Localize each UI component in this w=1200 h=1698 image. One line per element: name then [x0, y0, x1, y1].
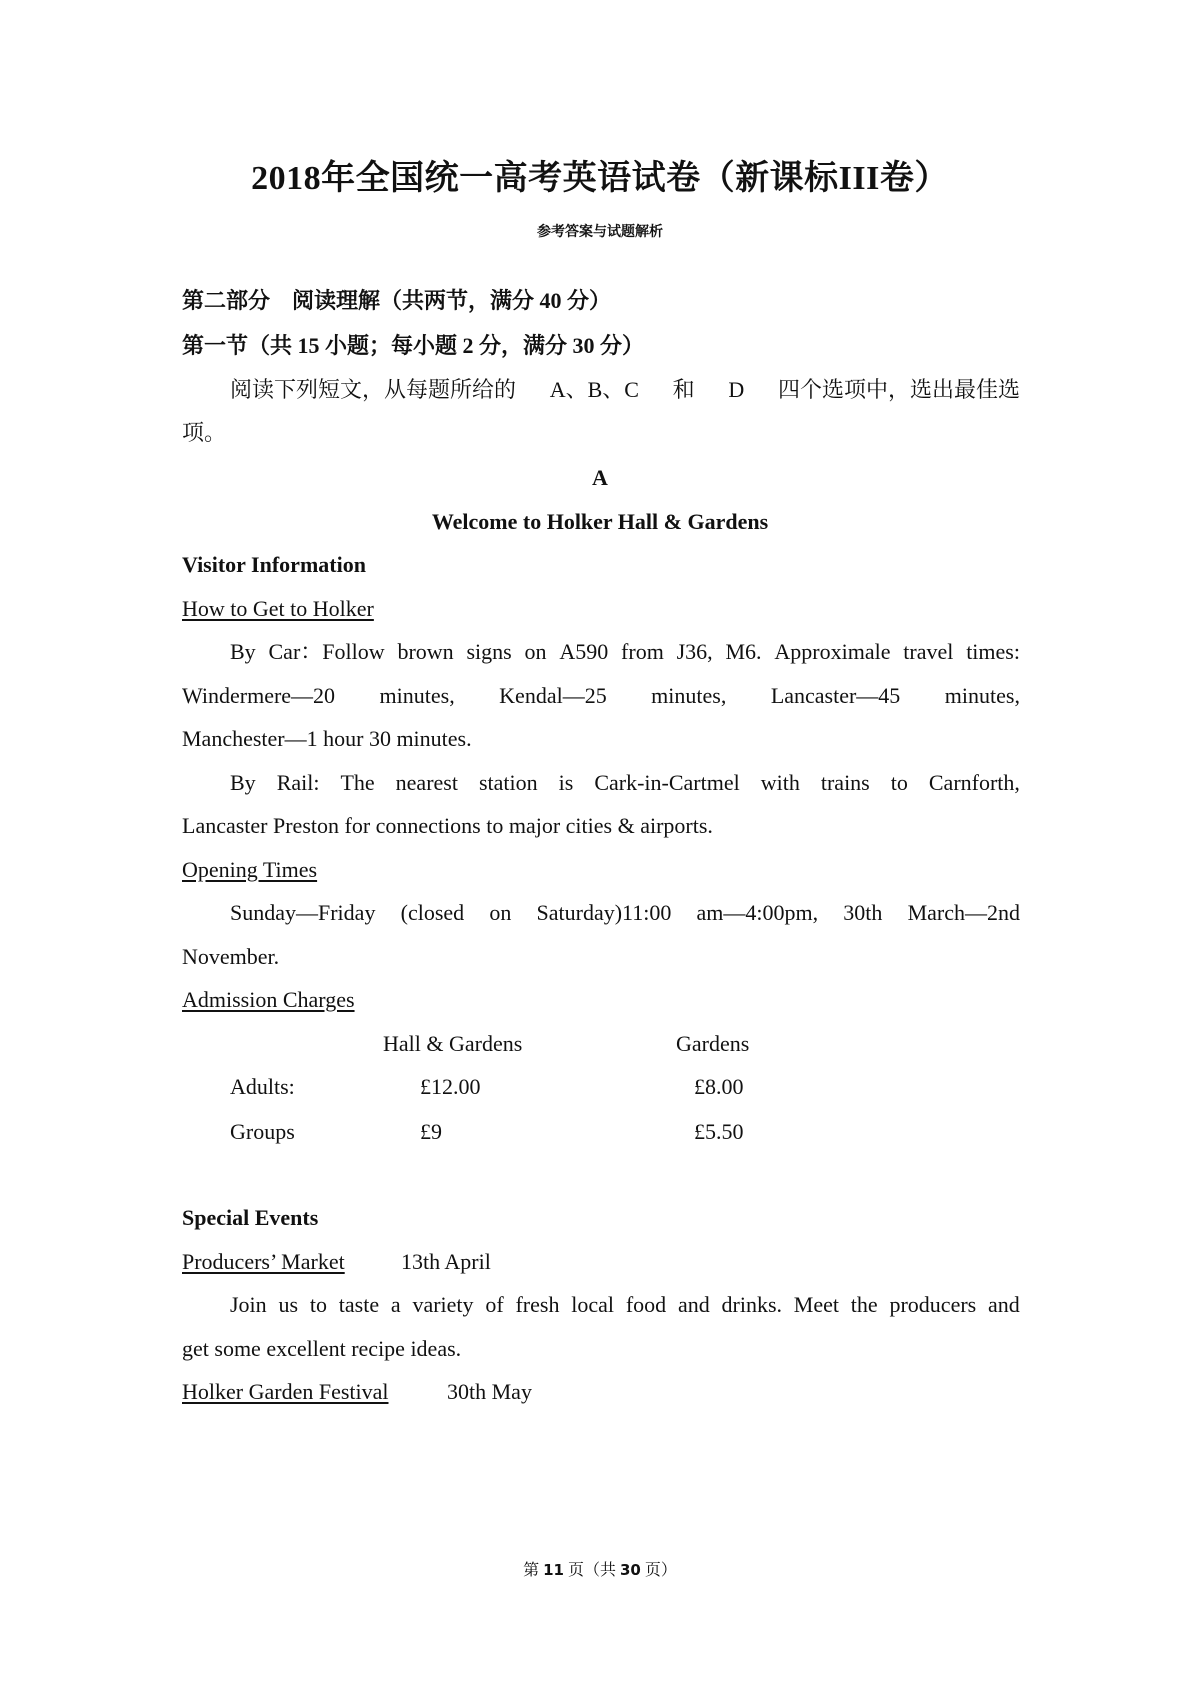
visitor-info-heading: Visitor Information	[182, 552, 366, 577]
word: Lancaster—45	[770, 683, 901, 708]
word: a	[390, 1292, 401, 1317]
word: minutes,	[944, 683, 1020, 708]
table-cell-gardens: £8.00	[694, 1074, 744, 1099]
word: A、B、C	[549, 377, 639, 402]
word: us	[278, 1292, 299, 1317]
event-name: Holker Garden Festival	[182, 1379, 389, 1404]
word: Saturday)11:00	[536, 900, 672, 925]
table-row-label: Adults:	[230, 1074, 295, 1099]
table-cell-hall: £12.00	[420, 1074, 481, 1099]
word: local	[571, 1292, 615, 1317]
word: Windermere—20	[182, 683, 336, 708]
word: minutes,	[651, 683, 727, 708]
opening-times-end: November.	[182, 944, 280, 969]
how-to-get-heading: How to Get to Holker	[182, 596, 374, 621]
word: Join	[230, 1292, 267, 1317]
footer-page-number: 11	[543, 1561, 564, 1579]
word: Cark-in-Cartmel	[594, 770, 740, 795]
table-header-gardens: Gardens	[676, 1031, 750, 1056]
instruction-line	[230, 375, 1020, 405]
word: Car：Follow	[268, 639, 385, 664]
word: 阅读下列短文，从每题所给的	[230, 377, 517, 402]
passage-letter: A	[592, 465, 608, 490]
page-title: 2018年全国统一高考英语试卷（新课标III卷）	[251, 160, 949, 197]
word: of	[485, 1292, 504, 1317]
special-events-heading: Special Events	[182, 1205, 319, 1230]
page-footer	[0, 1557, 1200, 1580]
word: (closed	[400, 900, 465, 925]
by-rail-end: Lancaster Preston for connections to major cities & airports.	[182, 813, 713, 838]
footer-middle: 页（共	[567, 1562, 616, 1579]
word: from	[621, 639, 664, 664]
footer-prefix: 第	[523, 1562, 540, 1579]
word: on	[489, 900, 512, 925]
opening-times-heading: Opening Times	[182, 857, 318, 882]
footer-suffix: 页）	[644, 1562, 677, 1579]
word: travel	[903, 639, 954, 664]
word: Kendal—25	[499, 683, 607, 708]
event-date: 30th May	[447, 1379, 532, 1404]
word: minutes,	[379, 683, 455, 708]
table-row-label: Groups	[230, 1119, 295, 1144]
table-header-hall: Hall & Gardens	[383, 1031, 523, 1056]
event-name: Producers’ Market	[182, 1249, 345, 1274]
word: drinks.	[721, 1292, 782, 1317]
table-cell-hall: £9	[420, 1119, 442, 1144]
word: Rail:	[276, 770, 320, 795]
word: 和	[672, 377, 695, 402]
word: Meet	[793, 1292, 839, 1317]
word: fresh	[515, 1292, 560, 1317]
instruction-end: 项。	[182, 420, 227, 445]
word: is	[558, 770, 574, 795]
word: variety	[412, 1292, 474, 1317]
word: J36,	[676, 639, 713, 664]
word: to	[890, 770, 908, 795]
word: A590	[559, 639, 609, 664]
word: food	[625, 1292, 667, 1317]
word: By	[230, 770, 256, 795]
admission-heading: Admission Charges	[182, 987, 355, 1012]
part-heading: 第二部分 阅读理解（共两节，满分 40 分）	[182, 288, 612, 313]
by-car-line	[230, 637, 1020, 667]
word: Approximale	[774, 639, 891, 664]
market-description-end: get some excellent recipe ideas.	[182, 1336, 462, 1361]
passage-title: Welcome to Holker Hall & Gardens	[431, 509, 769, 534]
word: the	[850, 1292, 878, 1317]
word: 30th	[843, 900, 883, 925]
word: March—2nd	[907, 900, 1020, 925]
word: on	[524, 639, 547, 664]
market-description-line	[230, 1290, 1020, 1320]
footer-total-pages: 30	[620, 1561, 641, 1579]
word: brown	[397, 639, 454, 664]
word: to	[309, 1292, 327, 1317]
word: signs	[466, 639, 512, 664]
table-cell-gardens: £5.50	[694, 1119, 744, 1144]
travel-times-line	[182, 681, 1020, 711]
event-date: 13th April	[401, 1249, 491, 1274]
word: am—4:00pm,	[696, 900, 819, 925]
word: producers	[889, 1292, 977, 1317]
word: Carnforth,	[928, 770, 1020, 795]
word: 四个选项中，选出最佳选	[777, 377, 1020, 402]
word: and	[988, 1292, 1020, 1317]
word: station	[478, 770, 538, 795]
opening-times-line	[230, 898, 1020, 928]
word: taste	[338, 1292, 380, 1317]
word: M6.	[725, 639, 762, 664]
word: The	[340, 770, 375, 795]
word: trains	[820, 770, 870, 795]
by-rail-line	[230, 768, 1020, 798]
travel-times-end: Manchester—1 hour 30 minutes.	[182, 726, 472, 751]
word: and	[677, 1292, 710, 1317]
word: Sunday—Friday	[230, 900, 376, 925]
word: By	[230, 639, 256, 664]
word: times:	[966, 639, 1020, 664]
section-heading: 第一节（共 15 小题；每小题 2 分，满分 30 分）	[182, 333, 645, 358]
word: with	[760, 770, 800, 795]
word: D	[728, 377, 745, 402]
word: nearest	[395, 770, 458, 795]
page-subtitle: 参考答案与试题解析	[537, 225, 663, 240]
